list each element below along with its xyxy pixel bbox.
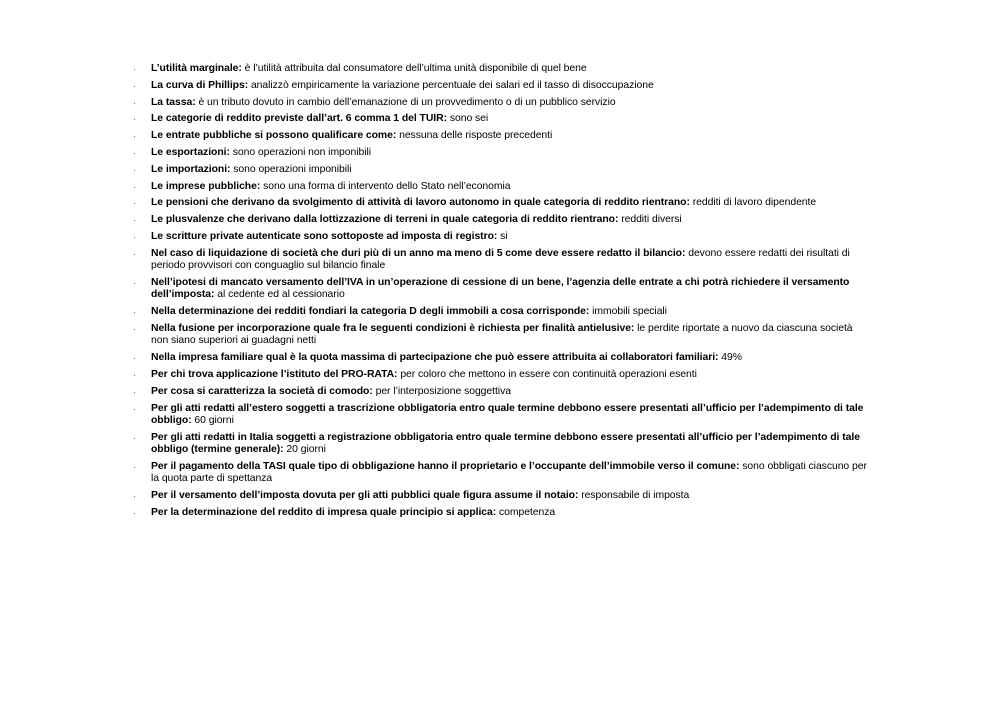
answer-text: competenza xyxy=(496,506,556,518)
bullet-icon: · xyxy=(133,114,136,125)
answer-text: sono operazioni non imponibili xyxy=(229,146,371,158)
question-text: Nell’ipotesi di mancato versamento dell’IVA in un’operazione di cessione di un bene, l’agenzia delle entrate a chi potrà richiedere il versamento dell’imposta: xyxy=(151,276,850,301)
answer-text: è un tributo dovuto in cambio dell’emanazione di un provvedimento o di un pubblico servizio xyxy=(195,96,616,108)
bullet-icon: · xyxy=(133,507,136,518)
list-item xyxy=(133,490,868,502)
answer-text: immobili speciali xyxy=(589,306,667,318)
question-text: Per il versamento dell’imposta dovuta per gli atti pubblici quale figura assume il notaio: xyxy=(151,490,579,502)
answer-text: al cedente ed al cessionario xyxy=(214,289,345,301)
bullet-icon: · xyxy=(133,215,136,226)
answer-text: 20 giorni xyxy=(283,444,326,456)
question-text: La curva di Phillips: xyxy=(151,79,249,91)
question-text: Le plusvalenze che derivano dalla lottizzazione di terreni in quale categoria di reddito rientrano: xyxy=(151,214,619,226)
question-text: Per gli atti redatti all’estero soggetti a trascrizione obbligatoria entro quale termine debbono essere presentati all’ufficio per l’adempimento di tale obbligo: xyxy=(151,402,864,426)
bullet-icon: · xyxy=(133,403,136,414)
list-item xyxy=(133,369,868,381)
bullet-icon: · xyxy=(133,307,136,318)
question-text: L’utilità marginale: xyxy=(151,63,242,74)
question-text: Nella impresa familiare qual è la quota massima di partecipazione che può essere attribuita ai collaboratori familiari: xyxy=(151,352,719,364)
answer-text: sono una forma di intervento dello Stato nell’economia xyxy=(260,180,511,192)
list-item xyxy=(133,432,868,457)
question-text: Le esportazioni: xyxy=(151,146,230,158)
answer-text: per coloro che mettono in essere con continuità operazioni esenti xyxy=(397,368,697,380)
bullet-icon: · xyxy=(133,97,136,108)
list-item xyxy=(133,97,868,109)
question-text: Le scritture private autenticate sono sottoposte ad imposta di registro: xyxy=(151,230,498,242)
bullet-icon: · xyxy=(133,461,136,472)
bullet-icon: · xyxy=(133,131,136,142)
question-text: Nella fusione per incorporazione quale fra le seguenti condizioni è richiesta per finalità antielusive: xyxy=(151,322,635,334)
qa-list xyxy=(133,63,868,524)
list-item xyxy=(133,507,868,519)
bullet-icon: · xyxy=(133,231,136,242)
question-text: Le pensioni che derivano da svolgimento di attività di lavoro autonomo in quale categoria di reddito rientrano: xyxy=(151,197,690,209)
answer-text: 49% xyxy=(718,352,742,364)
question-text: Per la determinazione del reddito di impresa quale principio si applica: xyxy=(151,506,497,518)
bullet-icon: · xyxy=(133,353,136,364)
list-item xyxy=(133,352,868,364)
answer-text: sono obbligati ciascuno per la quota parte di spettanza xyxy=(151,460,867,485)
bullet-icon: · xyxy=(133,64,136,74)
list-item xyxy=(133,386,868,398)
question-text: Per il pagamento della TASI quale tipo di obbligazione hanno il proprietario e l’occupante dell’immobile verso il comune: xyxy=(151,460,740,472)
bullet-icon: · xyxy=(133,164,136,175)
answer-text: 60 giorni xyxy=(191,414,234,426)
list-item xyxy=(133,164,868,176)
answer-text: le perdite riportate a nuovo da ciascuna società non siano superiori ai guadagni netti xyxy=(151,322,853,347)
list-item xyxy=(133,248,868,273)
question-text: Per gli atti redatti in Italia soggetti a registrazione obbligatoria entro quale termine debbono essere presentati all’ufficio per l’adempimento di tale obbligo (termine generale): xyxy=(151,431,860,456)
list-item xyxy=(133,130,868,142)
bullet-icon: · xyxy=(133,369,136,380)
question-text: Le importazioni: xyxy=(151,163,231,175)
list-item xyxy=(133,403,868,428)
answer-text: devono essere redatti dei risultati di periodo provvisori con conguaglio sul bilancio finale xyxy=(151,247,850,272)
list-item xyxy=(133,181,868,193)
question-text: Nel caso di liquidazione di società che duri più di un anno ma meno di 5 come deve essere redatto il bilancio: xyxy=(151,247,686,259)
question-text: Per chi trova applicazione l’istituto del PRO-RATA: xyxy=(151,368,398,380)
bullet-icon: · xyxy=(133,323,136,334)
bullet-icon: · xyxy=(133,181,136,192)
answer-text: sono operazioni imponibili xyxy=(230,163,352,175)
list-item xyxy=(133,306,868,318)
answer-text: sono sei xyxy=(447,113,489,125)
bullet-icon: · xyxy=(133,147,136,158)
answer-text: responsabile di imposta xyxy=(578,490,690,502)
list-item xyxy=(133,231,868,243)
answer-text: analizzò empiricamente la variazione percentuale dei salari ed il tasso di disoccupazione xyxy=(248,79,654,91)
answer-text: redditi diversi xyxy=(618,214,682,226)
question-text: La tassa: xyxy=(151,96,196,108)
answer-text: nessuna delle risposte precedenti xyxy=(396,130,553,142)
list-item xyxy=(133,197,868,209)
bullet-icon: · xyxy=(133,386,136,397)
question-text: Le entrate pubbliche si possono qualificare come: xyxy=(151,130,397,142)
bullet-icon: · xyxy=(133,491,136,502)
list-item xyxy=(133,323,868,348)
list-item xyxy=(133,214,868,226)
list-item xyxy=(133,277,868,302)
list-item xyxy=(133,80,868,92)
bullet-icon: · xyxy=(133,198,136,209)
answer-text: per l’interposizione soggettiva xyxy=(372,385,511,397)
bullet-icon: · xyxy=(133,80,136,91)
question-text: Le imprese pubbliche: xyxy=(151,180,261,192)
question-text: Le categorie di reddito previste dall’art. 6 comma 1 del TUIR: xyxy=(151,113,448,125)
list-item xyxy=(133,63,868,75)
list-item xyxy=(133,113,868,125)
list-item xyxy=(133,147,868,159)
bullet-icon: · xyxy=(133,277,136,288)
question-text: Nella determinazione dei redditi fondiari la categoria D degli immobili a cosa corrisponde: xyxy=(151,306,590,318)
list-item xyxy=(133,461,868,486)
question-text: Per cosa si caratterizza la società di comodo: xyxy=(151,385,373,397)
answer-text: è l’utilità attribuita dal consumatore dell’ultima unità disponibile di quel bene xyxy=(241,63,587,74)
answer-text: si xyxy=(497,230,508,242)
answer-text: redditi di lavoro dipendente xyxy=(689,197,817,209)
bullet-icon: · xyxy=(133,248,136,259)
bullet-icon: · xyxy=(133,432,136,443)
